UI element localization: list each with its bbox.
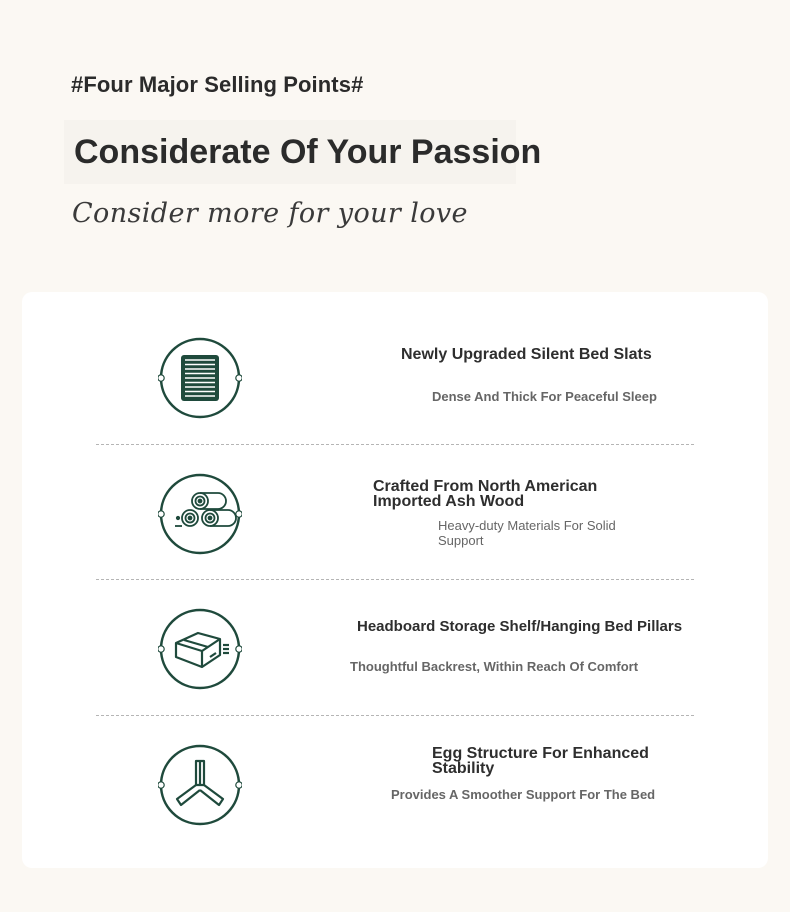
bed-slats-icon bbox=[158, 336, 242, 420]
feature-title: Egg Structure For Enhanced Stability bbox=[432, 745, 649, 777]
feature-item-ash-wood bbox=[22, 428, 768, 564]
script-subheading: Consider more for your love bbox=[72, 198, 468, 229]
features-card bbox=[22, 292, 768, 868]
feature-subtitle: Heavy-duty Materials For Solid Support bbox=[438, 518, 616, 548]
feature-item-storage-shelf bbox=[22, 564, 768, 700]
feature-subtitle: Provides A Smoother Support For The Bed bbox=[391, 787, 656, 802]
tripod-structure-icon bbox=[158, 743, 242, 827]
feature-item-egg-structure bbox=[22, 700, 768, 836]
feature-title: Newly Upgraded Silent Bed Slats bbox=[401, 346, 652, 363]
wood-logs-icon bbox=[158, 472, 242, 556]
tagline: #Four Major Selling Points# bbox=[71, 72, 364, 97]
feature-subtitle: Thoughtful Backrest, Within Reach Of Comfort bbox=[350, 659, 639, 674]
headline: Considerate Of Your Passion bbox=[74, 133, 542, 171]
feature-subtitle: Dense And Thick For Peaceful Sleep bbox=[432, 389, 657, 404]
feature-title: Crafted From North American Imported Ash Wood bbox=[373, 478, 598, 510]
feature-title: Headboard Storage Shelf/Hanging Bed Pillars bbox=[357, 618, 683, 635]
feature-item-bed-slats bbox=[22, 292, 768, 428]
storage-box-icon bbox=[158, 607, 242, 691]
